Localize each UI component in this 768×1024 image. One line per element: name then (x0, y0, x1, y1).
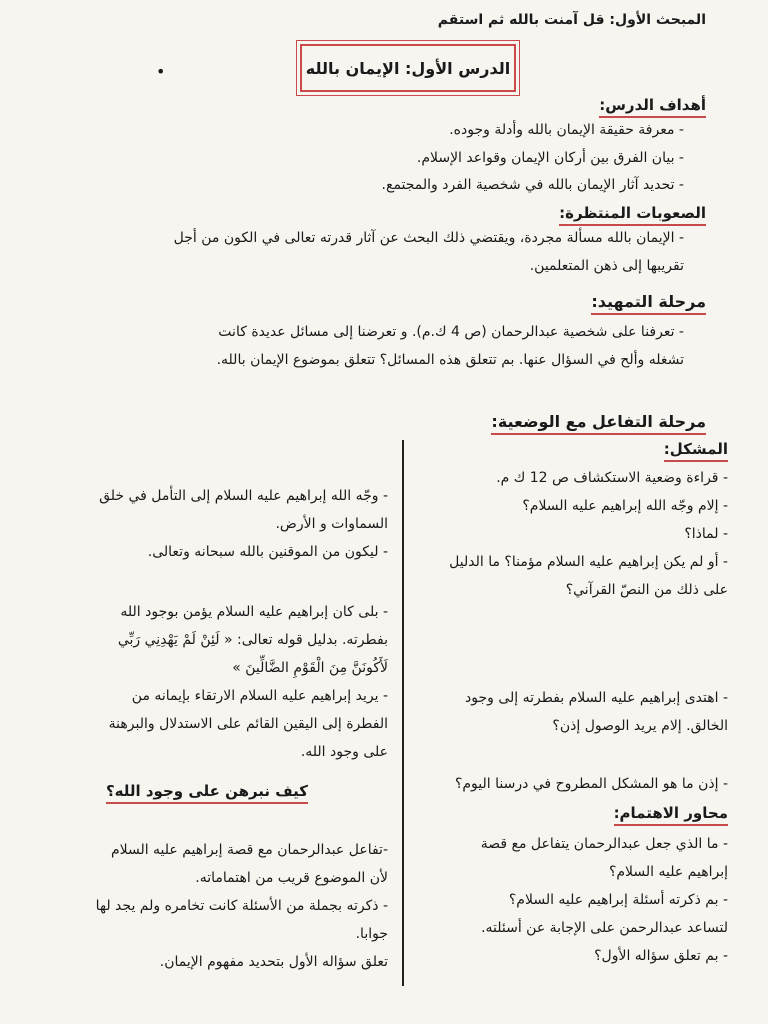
left-line: - ذكرته بجملة من الأسئلة كانت تخامره ولم يجد لها (95, 898, 388, 914)
right-line: - ما الذي جعل عبدالرحمان يتفاعل مع قصة (480, 836, 728, 852)
interaction-heading: مرحلة التفاعل مع الوضعية: (491, 412, 706, 435)
right-column-block-4 (408, 830, 728, 970)
right-line: - اهتدى إبراهيم عليه السلام بفطرته إلى وجود (464, 690, 728, 706)
difficulties-heading: الصعوبات المنتظرة: (559, 204, 706, 226)
right-line: الخالق. إلام يريد الوصول إذن؟ (552, 718, 728, 734)
difficulties-text (50, 224, 684, 280)
axes-label: محاور الاهتمام: (614, 804, 728, 826)
column-divider (402, 440, 404, 986)
left-line: على وجود الله. (300, 744, 388, 760)
difficulties-line: - الإيمان بالله مسألة مجردة، ويقتضي ذلك البحث عن آثار قدرته تعالى في الكون من أجل (173, 230, 684, 246)
left-line: لأن الموضوع قريب من اهتماماته. (195, 870, 388, 886)
right-line: - إلام وجّه الله إبراهيم عليه السلام؟ (522, 498, 728, 514)
problem-label: المشكل: (664, 440, 728, 462)
intro-line: تشغله وألح في السؤال عنها. بم تتعلق هذه المسائل؟ تتعلق بموضوع الإيمان بالله. (216, 352, 684, 368)
objective-item: - بيان الفرق بين أركان الإيمان وقواعد الإسلام. (382, 148, 684, 170)
left-line: الفطرة إلى اليقين القائم على الاستدلال والبرهنة (108, 716, 388, 732)
right-line: - قراءة وضعية الاستكشاف ص 12 ك م. (496, 470, 728, 486)
objective-item: - معرفة حقيقة الإيمان بالله وأدلة وجوده. (382, 120, 684, 142)
left-line: تعلق سؤاله الأول بتحديد مفهوم الإيمان. (159, 954, 388, 970)
left-line: - يريد إبراهيم عليه السلام الارتقاء بإيمانه من (131, 688, 388, 704)
stray-mark: • (156, 62, 166, 81)
left-line: جوابا. (355, 926, 388, 942)
left-question: كيف نبرهن على وجود الله؟ (106, 782, 308, 804)
left-column-block-3 (48, 836, 388, 976)
right-column-block-1 (408, 464, 728, 604)
intro-text (50, 318, 684, 374)
lesson-title-box (300, 44, 516, 92)
objective-item: - تحديد آثار الإيمان بالله في شخصية الفرد والمجتمع. (382, 175, 684, 197)
left-line: -تفاعل عبدالرحمان مع قصة إبراهيم عليه السلام (110, 842, 388, 858)
right-column-block-2 (408, 684, 728, 740)
left-line: لَأَكُونَنَّ مِنَ الْقَوْمِ الضَّالِّينَ » (232, 660, 388, 676)
right-line: - إذن ما هو المشكل المطروح في درسنا اليوم؟ (454, 776, 728, 792)
right-line: - بم ذكرته أسئلة إبراهيم عليه السلام؟ (508, 892, 728, 908)
right-line: إبراهيم عليه السلام؟ (608, 864, 728, 880)
left-line: السماوات و الأرض. (275, 516, 388, 532)
right-line: لتساعد عبدالرحمن على الإجابة عن أسئلته. (481, 920, 728, 936)
right-line: - أو لم يكن إبراهيم عليه السلام مؤمنا؟ ما الدليل (449, 554, 728, 570)
objectives-list (382, 120, 684, 197)
left-line: بفطرته. بدليل قوله تعالى: « لَئِنْ لَمْ يَهْدِنِي رَبِّي (117, 632, 388, 648)
difficulties-line: تقريبها إلى ذهن المتعلمين. (529, 258, 684, 274)
right-line: - بم تعلق سؤاله الأول؟ (594, 948, 728, 964)
left-line: - ليكون من الموقنين بالله سبحانه وتعالى. (147, 544, 388, 560)
left-column-block-1 (48, 482, 388, 566)
intro-line: - تعرفنا على شخصية عبدالرحمان (ص 4 ك.م). و تعرضنا إلى مسائل عديدة كانت (218, 324, 684, 340)
objectives-heading: أهداف الدرس: (599, 96, 706, 118)
intro-heading: مرحلة التمهيد: (591, 292, 706, 315)
right-line: - لماذا؟ (684, 526, 728, 542)
lesson-title: الدرس الأول: الإيمان بالله (305, 58, 511, 78)
chapter-header: المبحث الأول: قل آمنت بالله ثم استقم (437, 12, 706, 28)
right-line: على ذلك من النصّ القرآني؟ (565, 582, 728, 598)
left-line: - وجّه الله إبراهيم عليه السلام إلى التأمل في خلق (99, 488, 388, 504)
left-column-block-2 (48, 598, 388, 766)
objectives-section (599, 96, 706, 114)
left-line: - بلى كان إبراهيم عليه السلام يؤمن بوجود الله (120, 604, 388, 620)
